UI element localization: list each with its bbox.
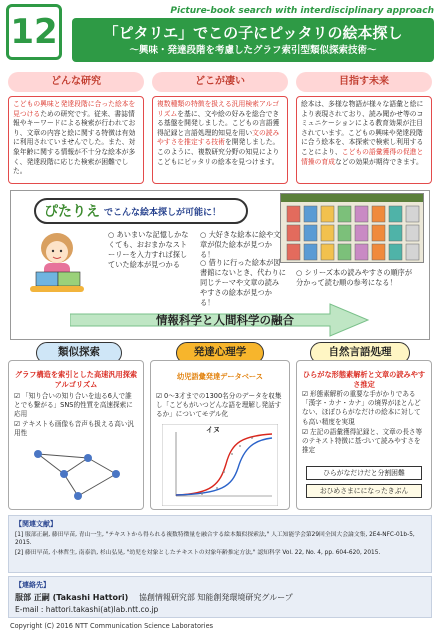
highlight-text: 複数種類の特徴を扱える汎用検索アルゴリズム [157,100,280,118]
reference-item: [2] 藤田早苗, 小林哲生, 南泰浩, 杉山弘晃, "幼児を対象としたテキストの対象年齢推定方法," 認知科学 Vol. 22, No. 4, pp. 604-620, 2015. [15,550,381,557]
copyright: Copyright (C) 2016 NTT Communication Science Laboratories [10,622,214,630]
vocabulary-graph [162,424,278,506]
body-text: を開発しました。このように、複数研究分野の知見によりこどもにピッタリの絵本を見つけます。 [157,138,280,166]
poster-number: 12 [6,4,62,60]
body-text: 絵本は、多様な物語が様々な語彙と絵により表現されており、読み聞かせ等のコミュニケーションによる教育効果が注目されています。こどもの興味や発達段階に合う絵本を、本探索で検索し利用することにより、 [301,100,424,156]
book-cover-thumbnail [304,225,317,241]
book-cover-thumbnail [287,225,300,241]
list-item: ☑ 0〜3才までの1300名分のデータを収集し「こどもがいつどんな語を理解し発話するか」についてモデル化 [156,392,282,419]
checkbox-bullet-icon: ☑ [302,390,311,398]
feature-series-order: ○ シリーズ本の読みやすさの順序が分かって読む順の参考になる！ [296,268,413,287]
book-cover-thumbnail [389,244,402,260]
book-cover-thumbnail [321,206,334,222]
pill-nlp: 自然言語処理 [310,342,410,364]
reference-item: [1] 服部正嗣, 藤田早苗, 青山一生, "テキストから得られる複数特徴量を融合する絵本類似探索法," 人工知能学会第29回全国大会論文集, 2E4-NFC-01b-5, 2015. [15,532,415,547]
column-whats-great [152,96,288,184]
book-cover-thumbnail [304,206,317,222]
poster-subtitle: ～興味・発達段階を考慮したグラフ索引型類似探索技術～ [129,45,377,56]
panel-heading: グラフ構造を索引とした高速汎用探索アルゴリズム [14,370,138,389]
example-hiragana-only: ひらがなだけだと分割困難 [306,466,422,480]
book-cover-thumbnail [338,244,351,260]
book-cover-thumbnail [406,244,419,260]
book-cover-thumbnail [338,225,351,241]
book-cover-thumbnail [372,206,385,222]
list-item: ☑ 左記の語彙獲得記録と、文章の長さ等のテキスト特徴に基づいて読みやすさを推定 [302,428,423,455]
graph-label: イヌ [206,426,220,434]
contact-email: E-mail : hattori.takashi(at)lab.ntt.co.jp [15,605,159,614]
contact-name: 服部 正嗣 (Takashi Hattori) [15,593,129,602]
book-cover-thumbnail [389,225,402,241]
book-cover-thumbnail [355,225,368,241]
book-cover-thumbnail [406,206,419,222]
checkbox-bullet-icon: ☑ [302,428,311,436]
book-cover-thumbnail [372,225,385,241]
book-cover-thumbnail [389,206,402,222]
book-grid-screenshot [280,193,424,263]
book-cover-thumbnail [372,244,385,260]
panel-heading: 幼児語彙発達データベース [177,372,263,381]
body-text: などの効果が期待できます。 [334,157,423,166]
pill-similarity-search: 類似探索 [36,342,122,364]
girl-reading-illustration [22,228,92,294]
checkbox-bullet-icon: ☑ [14,420,23,428]
column-future [296,96,432,184]
book-cover-thumbnail [321,225,334,241]
list-item: ☑ 「知り合いの知り合いを辿る6人で誰とでも繋がる」SNS的性質を高速探索に応用 [14,392,133,419]
book-cover-thumbnail [287,206,300,222]
panel-heading: ひらがな形態素解析と文章の読みやすさ推定 [302,370,426,389]
heading-future: 目指す未来 [296,72,432,92]
feature-similar-book: ○ 大好きな絵本に絵や文章が似た絵本が見つかる！ [200,230,281,259]
book-cover-thumbnail [355,244,368,260]
graph-network-illustration [28,444,128,504]
book-grid-illustration [281,194,424,263]
column-what-research [8,96,144,184]
logo-tagline: でこんな絵本探しが可能に！ [104,207,222,218]
highlight-text: こどもの語彙獲得の促進と情操の育成 [301,147,424,166]
fusion-label: 情報科学と人間科学の融合 [156,313,294,327]
body-text: ための研究です。従来、書誌情報やキーワードによる検索が行われており、文章の内容と絵に関する特徴は有効に利用されていませんでした。また、対象年齢に関する情報が不十分な絵本が多く、発達段階に応じた検索が困難でした。 [13,109,136,176]
poster-title: 「ピタリエ」でこの子にピッタリの絵本探し [103,24,403,42]
contact-box [8,576,432,618]
example-segmented-sentence: おひめさまにになったきぶん [306,484,422,498]
book-cover-thumbnail [287,244,300,260]
book-cover-thumbnail [406,225,419,241]
english-subtitle: Picture-book search with interdisciplinary approach [170,6,434,16]
pitarie-logo [34,198,248,224]
list-item: ☑ 形態素解析の重要な手がかりである「漢字・カナ・カナ」の境界がほとんどない、ほぼひらがなだけの絵本に対しても高い精度を実現 [302,390,421,426]
contact-title: 【連絡先】 [15,581,50,589]
heading-what-research: どんな研究 [8,72,144,92]
book-cover-thumbnail [321,244,334,260]
book-cover-thumbnail [304,244,317,260]
checkbox-bullet-icon: ☑ [14,392,23,400]
logo-text: ぴたりえ [44,204,100,220]
body-text: を基に、文や絵の好みを総合できる基盤を開発しました。こどもの言語獲得記録と言語処理的知見を用い [157,109,280,137]
book-cover-thumbnail [338,206,351,222]
feature-vague-memory: ○ あいまいな記憶しかなくても、おおまかなストーリーを入力すれば探していた絵本が見つかる [108,230,189,269]
radio-bullet-icon: ○ [108,230,117,239]
references-title: 【関連文献】 [15,520,57,528]
radio-bullet-icon: ○ [200,230,209,239]
pill-developmental-psychology: 発達心理学 [176,342,264,364]
feature-library-alternative: ○ 借りに行った絵本が図書館にないとき、代わりに同じテーマや文章の読みやすさの絵本が見つかる！ [200,258,286,307]
radio-bullet-icon: ○ [296,268,305,277]
book-cover-thumbnail [355,206,368,222]
list-item: ☑ テキストも画像も音声も扱える高い汎用性 [14,420,134,438]
contact-affiliation: 協創情報研究部 知能創発環境研究グループ [138,593,293,602]
highlight-text: こどもの興味と発達段階に合った絵本を見つける [13,100,136,118]
highlight-text: 文の読みやすさを推定する技術 [157,128,280,147]
checkbox-bullet-icon: ☑ [156,392,165,400]
references-box [8,515,432,573]
heading-whats-great: どこが凄い [152,72,288,92]
radio-bullet-icon: ○ [200,258,209,267]
